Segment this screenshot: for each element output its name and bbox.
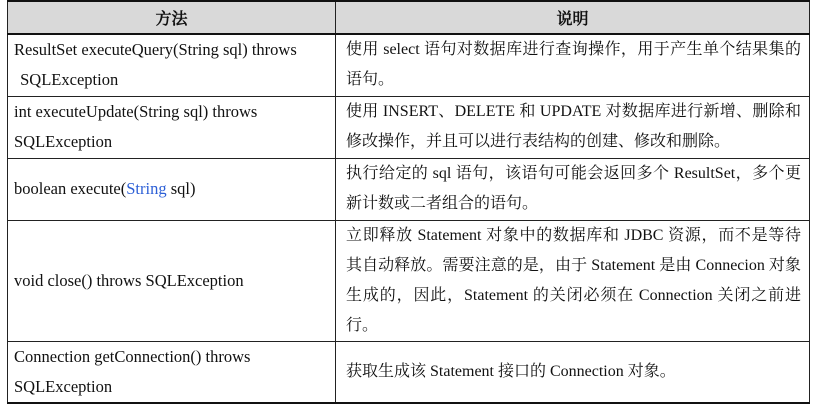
method-text-line: SQLException xyxy=(16,70,119,90)
method-cell xyxy=(8,341,336,403)
description-cell: 获取生成该 Statement 接口的 Connection 对象。 xyxy=(336,341,810,403)
header-method: 方法 xyxy=(8,1,336,34)
methods-table xyxy=(7,0,810,404)
table-header-row xyxy=(8,1,810,34)
description-cell: 使用 select 语句对数据库进行查询操作，用于产生单个结果集的语句。 xyxy=(336,34,810,96)
method-text-line: ResultSet executeQuery(String sql) throws xyxy=(14,40,297,60)
method-text-line: int executeUpdate(String sql) throws xyxy=(14,102,258,121)
description-cell: 执行给定的 sql 语句，该语句可能会返回多个 ResultSet，多个更新计数或二者组合的语句。 xyxy=(336,158,810,220)
method-text-line: Connection getConnection() throws xyxy=(14,346,251,366)
table-row xyxy=(8,34,810,96)
method-text: sql) xyxy=(166,179,196,198)
method-cell xyxy=(8,96,336,158)
description-cell: 使用 INSERT、DELETE 和 UPDATE 对数据库进行新增、删除和修改操作，并且可以进行表结构的创建、修改和删除。 xyxy=(336,96,810,158)
method-text: boolean execute( xyxy=(14,179,127,198)
table-row xyxy=(8,341,810,403)
description-cell: 立即释放 Statement 对象中的数据库和 JDBC 资源，而不是等待其自动释放。需要注意的是，由于 Statement 是由 Connecion 对象生成的，因此，Statement 的关闭必须在 Connection 关闭之前进行。 xyxy=(336,220,810,341)
string-type-link[interactable]: String xyxy=(126,179,167,198)
method-cell: void close() throws SQLException xyxy=(8,220,336,341)
table-row xyxy=(8,158,810,220)
method-cell xyxy=(8,34,336,96)
header-description: 说明 xyxy=(336,1,810,34)
method-text-line: SQLException xyxy=(14,376,113,396)
method-text-line: SQLException xyxy=(14,132,113,151)
table-row xyxy=(8,96,810,158)
table-row xyxy=(8,220,810,341)
method-cell xyxy=(8,158,336,220)
